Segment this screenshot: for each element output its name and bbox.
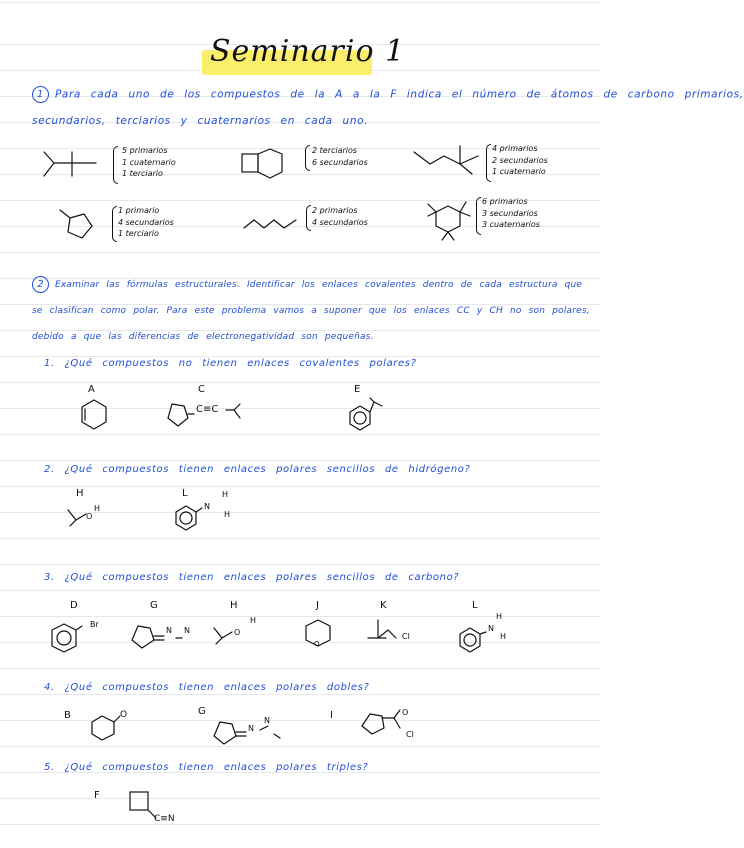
count-line: 6 secundarios: [312, 157, 368, 167]
label-H: H: [76, 488, 84, 499]
molecule-G-hydrazone: [130, 622, 182, 652]
atom-Cl: Cl: [402, 632, 410, 641]
atom-O: O: [402, 708, 409, 717]
molecule-H-isopropanol: [212, 626, 246, 646]
molecule-C-cyclopentyl: [164, 402, 194, 428]
alkyne-label: C≡C: [196, 404, 219, 415]
section1-number-badge: 1: [32, 86, 49, 103]
count-line: 4 secundarios: [312, 217, 368, 227]
atom-H: H: [496, 612, 503, 621]
atom-H: H: [250, 616, 257, 625]
count-line: 5 primarios: [122, 146, 168, 155]
count-line: 2 secundarios: [492, 155, 548, 165]
counts-entry-1: [122, 145, 176, 180]
count-line: 3 secundarios: [482, 208, 538, 218]
nitrile-label: C≡N: [154, 814, 175, 824]
atom-N: N: [166, 626, 172, 635]
section1-line1: [32, 86, 744, 103]
atom-N: N: [184, 626, 190, 635]
atom-O: O: [234, 628, 241, 637]
count-line: 2 primarios: [312, 206, 358, 215]
count-line: 4 secundarios: [118, 217, 174, 227]
label-I: I: [330, 710, 333, 721]
page-title: Seminario 1: [210, 34, 406, 69]
section2-text2: se clasifican como polar. Para este problema vamos a suponer que los enlaces CC y CH no son polares,: [32, 306, 590, 316]
count-line: 1 cuaternario: [122, 157, 176, 167]
section2-text3: debido a que las diferencias de electronegatividad son pequeñas.: [32, 332, 374, 342]
brace-A: [113, 146, 118, 184]
brace-B: [305, 145, 310, 171]
atom-H: H: [224, 510, 231, 519]
atom-N: N: [204, 502, 210, 511]
molecule-A-cyclohexene: [80, 398, 110, 434]
section1-text1: Para cada uno de los compuestos de la A a la F indica el número de átomos de carbono primarios,: [55, 88, 744, 101]
section1-text2: secundarios, terciarios y cuaternarios en cada uno.: [32, 115, 369, 127]
molecule-D-methylcyclopentane: [58, 208, 98, 242]
question-5: 5. ¿Qué compuestos tienen enlaces polares triples?: [44, 762, 369, 773]
label-B: B: [64, 710, 71, 721]
counts-entry-6: [482, 196, 540, 231]
atom-H: H: [94, 504, 101, 513]
question-1: 1. ¿Qué compuestos no tienen enlaces covalentes polares?: [44, 358, 417, 369]
atom-O: O: [120, 710, 128, 720]
atom-H: H: [500, 632, 507, 641]
count-line: 1 cuaternario: [492, 167, 546, 176]
atom-N: N: [488, 624, 494, 633]
count-line: 2 terciarios: [312, 146, 358, 155]
section2-line1: [32, 276, 582, 293]
brace-D: [112, 206, 117, 242]
molecule-D-bromobenzene: [50, 616, 90, 660]
brace-E: [306, 205, 311, 231]
molecule-F-cyclobutyl-nitrile: [128, 790, 168, 830]
counts-entry-5: [312, 205, 368, 228]
atom-H: H: [222, 490, 229, 499]
label-F: F: [94, 790, 100, 801]
label-J: J: [316, 600, 319, 611]
molecule-J-tetrahydropyran: [302, 616, 336, 656]
label-L: L: [182, 488, 188, 499]
count-line: 1 terciario: [118, 229, 159, 238]
atom-N: N: [248, 724, 254, 733]
section2-number-badge: 2: [32, 276, 49, 293]
molecule-A-skeletal: [42, 150, 102, 180]
atom-Cl: Cl: [406, 730, 414, 739]
atom-O: O: [314, 640, 320, 648]
label-E: E: [354, 384, 361, 395]
atom-Br: Br: [90, 620, 99, 629]
molecule-F-hexamethylcyclohexane: [424, 196, 472, 244]
molecule-C-skeletal: [412, 144, 484, 178]
label-C: C: [198, 384, 205, 395]
molecule-C-isopropyl: [226, 402, 242, 422]
molecule-E-hexane: [242, 216, 302, 232]
count-line: 1 primario: [118, 206, 160, 215]
question-4: 4. ¿Qué compuestos tienen enlaces polares dobles?: [44, 682, 370, 693]
label-D: D: [70, 600, 78, 611]
question-3: 3. ¿Qué compuestos tienen enlaces polares sencillos de carbono?: [44, 572, 460, 583]
count-line: 6 primarios: [482, 197, 528, 206]
label-L: L: [472, 600, 478, 611]
section2-text1: Examinar las fórmulas estructurales. Identificar los enlaces covalentes dentro de cada estructura que: [55, 280, 583, 290]
question-2: 2. ¿Qué compuestos tienen enlaces polares sencillos de hidrógeno?: [44, 464, 471, 475]
molecule-L-aniline: [458, 624, 490, 658]
counts-entry-2: [312, 145, 368, 168]
count-line: 1 terciario: [122, 169, 163, 178]
molecule-B-bicyclic: [240, 148, 290, 182]
brace-F: [476, 197, 481, 235]
label-K: K: [380, 600, 387, 611]
atom-N: N: [264, 716, 270, 725]
brace-C: [486, 144, 491, 182]
molecule-G-hydrazone: [212, 718, 282, 748]
count-line: 4 primarios: [492, 144, 538, 153]
label-G: G: [198, 706, 206, 717]
molecule-E-cumene: [348, 398, 384, 434]
counts-entry-3: [492, 143, 548, 178]
count-line: 3 cuaternarios: [482, 220, 540, 229]
counts-entry-4: [118, 205, 174, 240]
molecule-L-aniline: [174, 502, 204, 536]
label-G: G: [150, 600, 158, 611]
molecule-K-chloride: [366, 616, 406, 650]
label-H: H: [230, 600, 238, 611]
label-A: A: [88, 384, 95, 395]
atom-O: O: [86, 512, 93, 521]
